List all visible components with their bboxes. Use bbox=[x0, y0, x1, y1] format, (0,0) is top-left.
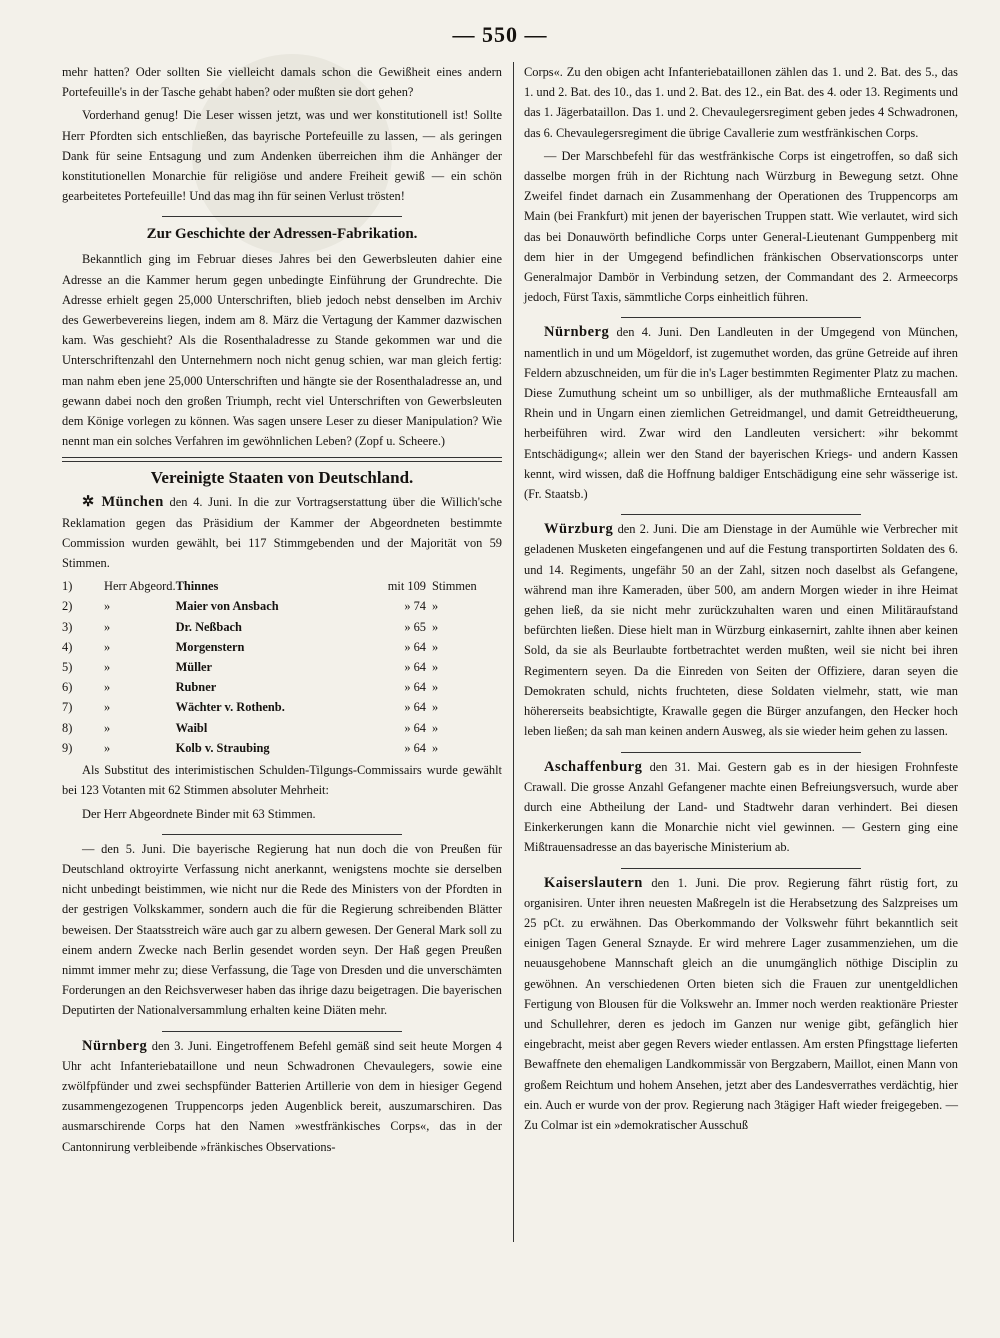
vote-cell-name: Müller bbox=[175, 660, 213, 675]
vote-cell-t: » bbox=[104, 639, 111, 654]
vote-cell-n: 7) bbox=[62, 700, 73, 715]
vote-cell-n: 3) bbox=[62, 619, 73, 634]
vote-cell-u: » bbox=[432, 680, 439, 695]
news-item-muenchen-5-juni: — den 5. Juni. Die bayerische Regierung hat nun doch die von Preußen für Deutschland oktroyirte Verfassung nicht anerkannt, wenigstens mochte sie derselben nicht unbedingt beistimmen, wie nicht nur die Rede des Ministers von der Pfordten in der gestrigen Volkskammer, sondern auch die für die Regierung schreibenden Blätter beweisen. Der Staatsstreich wäre auch gar zu albern gewesen. Der General Mark soll zu einem andern Zwecke nach Berlin gesendet worden seyn. Der Haß gegen Preußen nimmt immer mehr zu; diese Verfassung, die Tage von Dresden und die unverschämten Forderungen an den Reichsverweser haben das ihrige dazu beigetragen. Die bayerischen Deputirten der Nationalversammlung erhalten keine Diäten mehr. bbox=[62, 841, 502, 1018]
section-title-staaten: Vereinigte Staaten von Deutschland. bbox=[150, 468, 414, 488]
news-item-kaiserslautern bbox=[524, 873, 958, 1136]
section-divider bbox=[162, 1031, 402, 1032]
vote-cell-t: » bbox=[104, 700, 111, 715]
vote-cell-t: » bbox=[104, 720, 111, 735]
news-item-aschaffenburg bbox=[524, 757, 958, 858]
news-item-nuernberg-3-juni bbox=[62, 1036, 502, 1157]
vote-cell-name: Dr. Neßbach bbox=[175, 619, 242, 634]
vote-cell-t: Herr Abgeord. bbox=[104, 579, 176, 594]
article-paragraph: Vorderhand genug! Die Leser wissen jetzt, was und wer konstitutionell ist! Sollte Herr Pfordten sich entschließen, das bayrische Portefeuille zu lassen, — als geringen Dank für seine Entsagung und zum Andenken überreichen ihm die Anhänger der konstitutionellen Monarchie für religiöse und andere Freiheit gewiß — ein schön gearbeitetes Portefeuille! Und das mag ihn für seinen Verlust trösten! bbox=[62, 108, 502, 204]
news-text: den 31. Mai. Gestern gab es in der hiesigen Frohnfeste Crawall. Die grosse Anzahl Gefangener machte einen Befreiungsversuch, wurde aber durch eine Abtheilung der Land- und Stadtwehr daran verhindert. Bei diesen Einkerkerungen kann die Monarchie nicht viel gewinnen. — Gestern ging eine Mißtrauensadresse an das bayerische Ministerium ab. bbox=[524, 759, 958, 855]
news-text: den 1. Juni. Die prov. Regierung fährt rüstig fort, zu organisiren. Unter ihren neuesten Maßregeln ist die Herabsetzung des Salzpreises um 25 pCt. zu erwähnen. Das Oberkommando der Volkswehr führt bekanntlich seit einigen Tagen General Sznayde. Er wird mehrere Lager zusammenziehen, um die neuausgehobene Mannschaft gleich an die unumgänglich nöthige Disciplin zu gewöhnen. An verschiedenen Orten bieten sich die Frauen zur unentgeldlichen Fertigung von Blousen für die Volkswehr an. Immer noch werden reaktionäre Priester und Schullehrer, deren es jedoch im Ganzen nur wenige gibt, gefänglich hier eingebracht, meist aber gegen Revers wieder entlassen. Am ersten Pfingsttage lieferten Bewaffnete den ehemaligen Landkommissär von Bergzabern, Maillot, einen Mann von großem Reichtum und hohem Ansehen, jetzt aber des Landesverrathes verdächtig, hier ein. Auch er wurde von der prov. Regierung nach 3tägiger Haft wieder freigegeben. — Zu Colmar ist ein »demokratischer Ausschuß bbox=[524, 875, 958, 1132]
dateline-place: Nürnberg bbox=[544, 324, 610, 341]
dateline-place: Nürnberg bbox=[82, 1037, 148, 1054]
vote-cell-t: » bbox=[104, 660, 111, 675]
table-row bbox=[62, 738, 502, 758]
vote-cell-t: » bbox=[104, 599, 111, 614]
article-paragraph: Der Herr Abgeordnete Binder mit 63 Stimmen. bbox=[82, 806, 316, 821]
column-divider bbox=[513, 62, 514, 1242]
vote-cell-t: » bbox=[104, 740, 111, 755]
vote-cell-t: » bbox=[104, 680, 111, 695]
news-item-muenchen bbox=[62, 492, 502, 573]
article-continuation: Corps«. Zu den obigen acht Infanteriebataillonen zählen das 1. und 2. Bat. des 5., das 1. und 2. Bat. des 10., das 1. und 2. Bat. des 12., ein Bat. des 4. oder 13. Regiments und das 1. Jägerbataillon. Das 1. und 2. Chevaulegersregiment geben jedes 4 Schwadronen, das 6. Chevaulegersregiment die übrige Cavallerie zum westfränkischen Corps. bbox=[524, 65, 958, 140]
table-row bbox=[62, 697, 502, 717]
article-paragraph: Als Substitut des interimistischen Schulden-Tilgungs-Commissairs wurde gewählt bei 123 Votanten mit 62 Stimmen absoluter Mehrheit: bbox=[62, 763, 502, 798]
table-row bbox=[62, 677, 502, 697]
vote-cell-u: » bbox=[432, 660, 439, 675]
vote-cell-name: Waibl bbox=[175, 720, 208, 735]
section-divider bbox=[162, 834, 402, 835]
table-row bbox=[62, 576, 502, 596]
vote-cell-c: » 65 bbox=[404, 619, 426, 634]
article-paragraph: Bekanntlich ging im Februar dieses Jahres bei den Gewerbsleuten dahier eine Adresse an die Kammer herum gegen unbedingte Einführung der Grundrechte. Die Adresse erhielt gegen 25,000 Unterschriften, blieb jedoch nebst denselben im Archiv des Gewerbevereins liegen, indem am 8. März die Vertagung der Kammer dazwischen kam. Was geschieht? Als die Rosenthaladresse zu Stande gekommen war und die Unterschriftenzahl den Unternehmern noch nicht genug schien, war man gleich fertig: man nahm eben jene 25,000 Unterschriften und hängte sie der Rosenthaladresse an, und gewann dabei noch den großen Triumph, recht viel Unterschriften von Gewerbsleuten dem Könige vorlegen zu können. Was sagen unsere Leser zu dieser Manipulation? Wie nennt man ein solches Verfahren im gewöhnlichen Leben? (Zopf u. Scheere.) bbox=[62, 252, 502, 449]
vote-cell-n: 4) bbox=[62, 639, 73, 654]
vote-cell-name: Maier von Ansbach bbox=[175, 599, 279, 614]
page-number: — 550 — bbox=[452, 22, 548, 47]
table-row bbox=[62, 617, 502, 637]
vote-cell-c: » 64 bbox=[404, 700, 426, 715]
vote-cell-name: Thinnes bbox=[175, 579, 219, 594]
dateline-place: ✲ München bbox=[82, 494, 164, 511]
vote-cell-c: » 64 bbox=[404, 639, 426, 654]
news-item-nuernberg-4-juni bbox=[524, 322, 958, 504]
vote-cell-c: » 74 bbox=[404, 599, 426, 614]
vote-cell-c: » 64 bbox=[404, 660, 426, 675]
news-text: den 2. Juni. Die am Dienstage in der Aumühle wie Verbrecher mit geladenen Musketen eingefangenen und auf die Festung transportirten Soldaten des 6. und 14. Regiments, ungefähr 50 an der Zahl, sitzen noch daselbst als Gefangene, während man ihre Kameraden, über 500, am andern Morgen wieder in ihre Heimat gehen ließ, da sie nicht mehr zurückzuhalten waren und einen Militäraufstand befürchten ließen. Diese hielt man in Würzburg einkasernirt, zahlte ihnen aber keinen Sold, da sie als Beurlaubte fortbetrachtet werden mußten, weil sie nicht bei ihren Regimentern seyen. Da die Einreden von Seiten der Offiziere, daran seyen die Demokraten schuld, nichts fruchteten, diese Soldaten vielmehr, statt, wie man höhererseits beabsichtigte, Krawalle gegen die Bürger anzufangen, den Hecker hoch leben ließen; da sah man keinen andern Ausweg, als sie wieder heim gehen zu lassen. bbox=[524, 522, 958, 739]
vote-cell-n: 2) bbox=[62, 599, 73, 614]
vote-cell-name: Kolb v. Straubing bbox=[175, 740, 270, 755]
news-item-wuerzburg bbox=[524, 519, 958, 741]
right-column bbox=[524, 62, 958, 1138]
left-column bbox=[62, 62, 502, 1160]
dateline-place: Kaiserslautern bbox=[544, 874, 643, 891]
vote-cell-c: » 64 bbox=[404, 680, 426, 695]
article-paragraph: — Der Marschbefehl für das westfränkische Corps ist eingetroffen, so daß sich dasselbe morgen früh in der Richtung nach Würzburg in Bewegung setzt. Ohne Zweifel findet darnach ein Zusammenhang der Operationen des Truppencorps am Main (bei Frankfurt) mit jenen der bayerischen Truppen statt. Wie verlautet, wird sich das bei Donauwörth befindliche Corps unter General-Lieutenant Gumppenberg mit dem hier in der Umgegend befindlichen fränkischen Observationscorps unter Generalmajor Dambör in Verbindung setzen, der Commandant des 2. Armeecorps jedoch, Fürst Taxis, sämmtliche Corps einheitlich führen. bbox=[524, 148, 958, 305]
table-row bbox=[62, 657, 502, 677]
vote-cell-c: mit 109 bbox=[387, 579, 426, 594]
vote-table bbox=[62, 576, 502, 758]
vote-cell-u: » bbox=[432, 720, 439, 735]
vote-cell-t: » bbox=[104, 619, 111, 634]
section-divider bbox=[621, 514, 861, 515]
news-text: den 4. Juni. In die zur Vortragserstattung über die Willich'sche Reklamation gegen das Präsidium der Kammer der Abgeordneten bestimmte Commission wurden gewählt, bei 117 Stimmgebenden und der Majorität von 59 Stimmen. bbox=[62, 495, 502, 571]
table-row bbox=[62, 718, 502, 738]
table-row bbox=[62, 596, 502, 616]
section-divider bbox=[621, 752, 861, 753]
news-text: den 3. Juni. Eingetroffenem Befehl gemäß sind seit heute Morgen 4 Uhr acht Infanteriebataillone und neun Schwadronen Chevaulegers, sowie eine zwölfpfünder und zwei sechspfünder Batterien Artillerie von dem in hiesiger Gegend zusammengezogenen Truppencorps jeden Augenblick bereit, auszumarschiren. Das ausmarschirende Corps hat den Namen »westfränkisches Corps«, das in der Cantonnirung verbleibende »fränkisches Observations- bbox=[62, 1038, 502, 1154]
section-divider-thick bbox=[62, 457, 502, 462]
vote-cell-u: » bbox=[432, 700, 439, 715]
section-divider bbox=[621, 317, 861, 318]
vote-cell-u: Stimmen bbox=[432, 579, 477, 594]
table-row bbox=[62, 637, 502, 657]
vote-cell-u: » bbox=[432, 619, 439, 634]
vote-cell-n: 6) bbox=[62, 680, 73, 695]
article-continuation: mehr hatten? Oder sollten Sie vielleicht damals schon die Gewißheit eines andern Portefeuille's in der Tasche gehabt haben? oder mußten sie dort gehen? bbox=[62, 65, 502, 100]
vote-cell-u: » bbox=[432, 740, 439, 755]
vote-cell-n: 8) bbox=[62, 720, 73, 735]
vote-cell-n: 5) bbox=[62, 660, 73, 675]
vote-cell-name: Rubner bbox=[175, 680, 217, 695]
vote-cell-name: Morgenstern bbox=[175, 639, 245, 654]
dateline-place: Würzburg bbox=[544, 521, 614, 538]
vote-cell-c: » 64 bbox=[404, 720, 426, 735]
vote-cell-n: 9) bbox=[62, 740, 73, 755]
news-text: den 4. Juni. Den Landleuten in der Umgegend von München, namentlich in und um Mögeldorf, ist zugemuthet worden, das grüne Getreide auf ihren Feldern abzuschneiden, um für die in's Lager bestimmten Regimenter Platz zu machen. Diese Zumuthung scheint um so unbilliger, als der muthmaßliche Ernteausfall am Rhein und in Ungarn einen ziemlichen Getreidmangel, und damit Getreidtheuerung, herbeiführen wird. Zwar wird den Landleuten versichert: »ihr bekommt Entschädigung«; allein wer den Stand der bayerischen Kriegs- und andern Kassen kennt, wird wissen, daß die Hoffnung baldiger Entschädigung eine sehr wässerige ist. (Fr. Staatsb.) bbox=[524, 325, 958, 502]
dateline-place: Aschaffenburg bbox=[544, 758, 643, 775]
vote-cell-n: 1) bbox=[62, 579, 73, 594]
vote-cell-c: » 64 bbox=[404, 740, 426, 755]
vote-cell-u: » bbox=[432, 639, 439, 654]
vote-cell-u: » bbox=[432, 599, 439, 614]
vote-cell-name: Wächter v. Rothenb. bbox=[175, 700, 285, 715]
article-heading-adressen: Zur Geschichte der Adressen-Fabrikation. bbox=[146, 226, 418, 243]
section-divider bbox=[621, 868, 861, 869]
section-divider bbox=[162, 216, 402, 217]
